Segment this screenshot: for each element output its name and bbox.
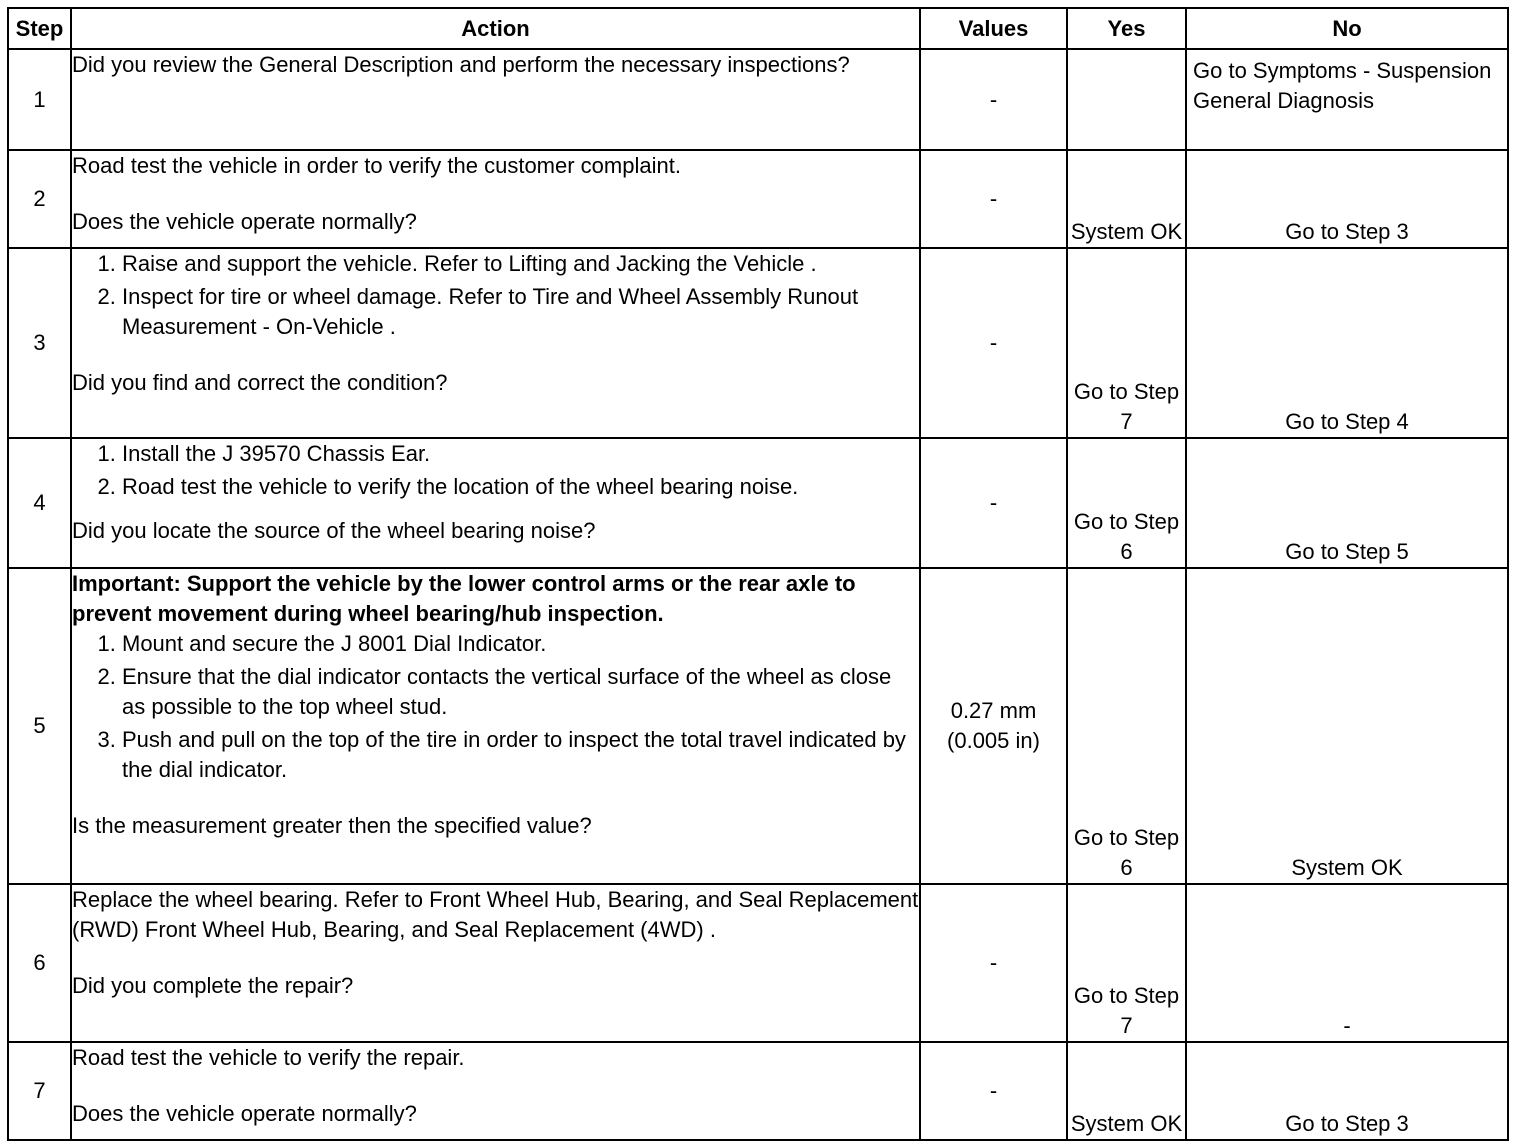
header-yes: Yes [1067, 8, 1186, 49]
list-item: 1. Raise and support the vehicle. Refer to Lifting and Jacking the Vehicle . [122, 249, 919, 279]
action-cell [71, 248, 920, 438]
no-cell: Go to Step 3 [1186, 1042, 1508, 1140]
action-cell [71, 884, 920, 1042]
action-steps-list [72, 629, 919, 785]
important-note: Important: Support the vehicle by the lower control arms or the rear axle to prevent movement during wheel bearing/hub inspection. [72, 571, 856, 626]
step-number: 1 [8, 49, 71, 150]
yes-cell: Go to Step 6 [1067, 438, 1186, 568]
yes-cell: System OK [1067, 1042, 1186, 1140]
step-number: 7 [8, 1042, 71, 1140]
list-item: 1. Install the J 39570 Chassis Ear. [122, 439, 919, 469]
values-cell: - [920, 1042, 1067, 1140]
values-cell: 0.27 mm (0.005 in) [920, 568, 1067, 884]
header-no: No [1186, 8, 1508, 49]
no-cell: - [1186, 884, 1508, 1042]
header-step: Step [8, 8, 71, 49]
action-question: Does the vehicle operate normally? [72, 1101, 417, 1126]
step-number: 6 [8, 884, 71, 1042]
table-row [8, 49, 1508, 150]
values-cell: - [920, 438, 1067, 568]
action-question: Is the measurement greater then the specified value? [72, 813, 592, 838]
diagnostic-table [7, 7, 1509, 1141]
no-cell: Go to Step 3 [1186, 150, 1508, 248]
action-question: Did you locate the source of the wheel bearing noise? [72, 518, 596, 543]
step-number: 4 [8, 438, 71, 568]
table-row [8, 150, 1508, 248]
action-text: Did you review the General Description and perform the necessary inspections? [72, 52, 850, 77]
list-item: 2. Road test the vehicle to verify the location of the wheel bearing noise. [122, 472, 919, 502]
table-row [8, 568, 1508, 884]
yes-cell: Go to Step 7 [1067, 884, 1186, 1042]
yes-cell: Go to Step 6 [1067, 568, 1186, 884]
values-cell: - [920, 49, 1067, 150]
action-text: Road test the vehicle in order to verify the customer complaint. [72, 153, 681, 178]
table-row [8, 438, 1508, 568]
action-cell [71, 568, 920, 884]
action-text: Road test the vehicle to verify the repair. [72, 1045, 465, 1070]
values-cell: - [920, 884, 1067, 1042]
list-item: 2. Ensure that the dial indicator contacts the vertical surface of the wheel as close as possible to the top wheel stud. [122, 662, 919, 722]
list-item: 1. Mount and secure the J 8001 Dial Indicator. [122, 629, 919, 659]
yes-cell [1067, 49, 1186, 150]
no-cell: Go to Step 5 [1186, 438, 1508, 568]
header-row [8, 8, 1508, 49]
action-cell [71, 49, 920, 150]
no-cell: Go to Step 4 [1186, 248, 1508, 438]
no-cell: System OK [1186, 568, 1508, 884]
table-row [8, 1042, 1508, 1140]
action-question: Does the vehicle operate normally? [72, 209, 417, 234]
action-steps-list [72, 249, 919, 342]
action-cell [71, 438, 920, 568]
no-cell: Go to Symptoms - Suspension General Diagnosis [1186, 49, 1508, 150]
yes-cell: Go to Step 7 [1067, 248, 1186, 438]
list-item: 2. Inspect for tire or wheel damage. Refer to Tire and Wheel Assembly Runout Measurement - On-Vehicle . [122, 282, 919, 342]
header-action: Action [71, 8, 920, 49]
yes-cell: System OK [1067, 150, 1186, 248]
action-steps-list [72, 439, 919, 502]
action-cell [71, 1042, 920, 1140]
values-cell: - [920, 150, 1067, 248]
table-row [8, 884, 1508, 1042]
step-number: 5 [8, 568, 71, 884]
action-question: Did you complete the repair? [72, 973, 354, 998]
header-values: Values [920, 8, 1067, 49]
table-row [8, 248, 1508, 438]
action-question: Did you find and correct the condition? [72, 370, 448, 395]
action-text: Replace the wheel bearing. Refer to Front Wheel Hub, Bearing, and Seal Replacement (RWD) Front Wheel Hub, Bearing, and Seal Replacement (4WD) . [72, 887, 919, 942]
action-cell [71, 150, 920, 248]
step-number: 3 [8, 248, 71, 438]
step-number: 2 [8, 150, 71, 248]
list-item: 3. Push and pull on the top of the tire in order to inspect the total travel indicated by the dial indicator. [122, 725, 919, 785]
values-cell: - [920, 248, 1067, 438]
